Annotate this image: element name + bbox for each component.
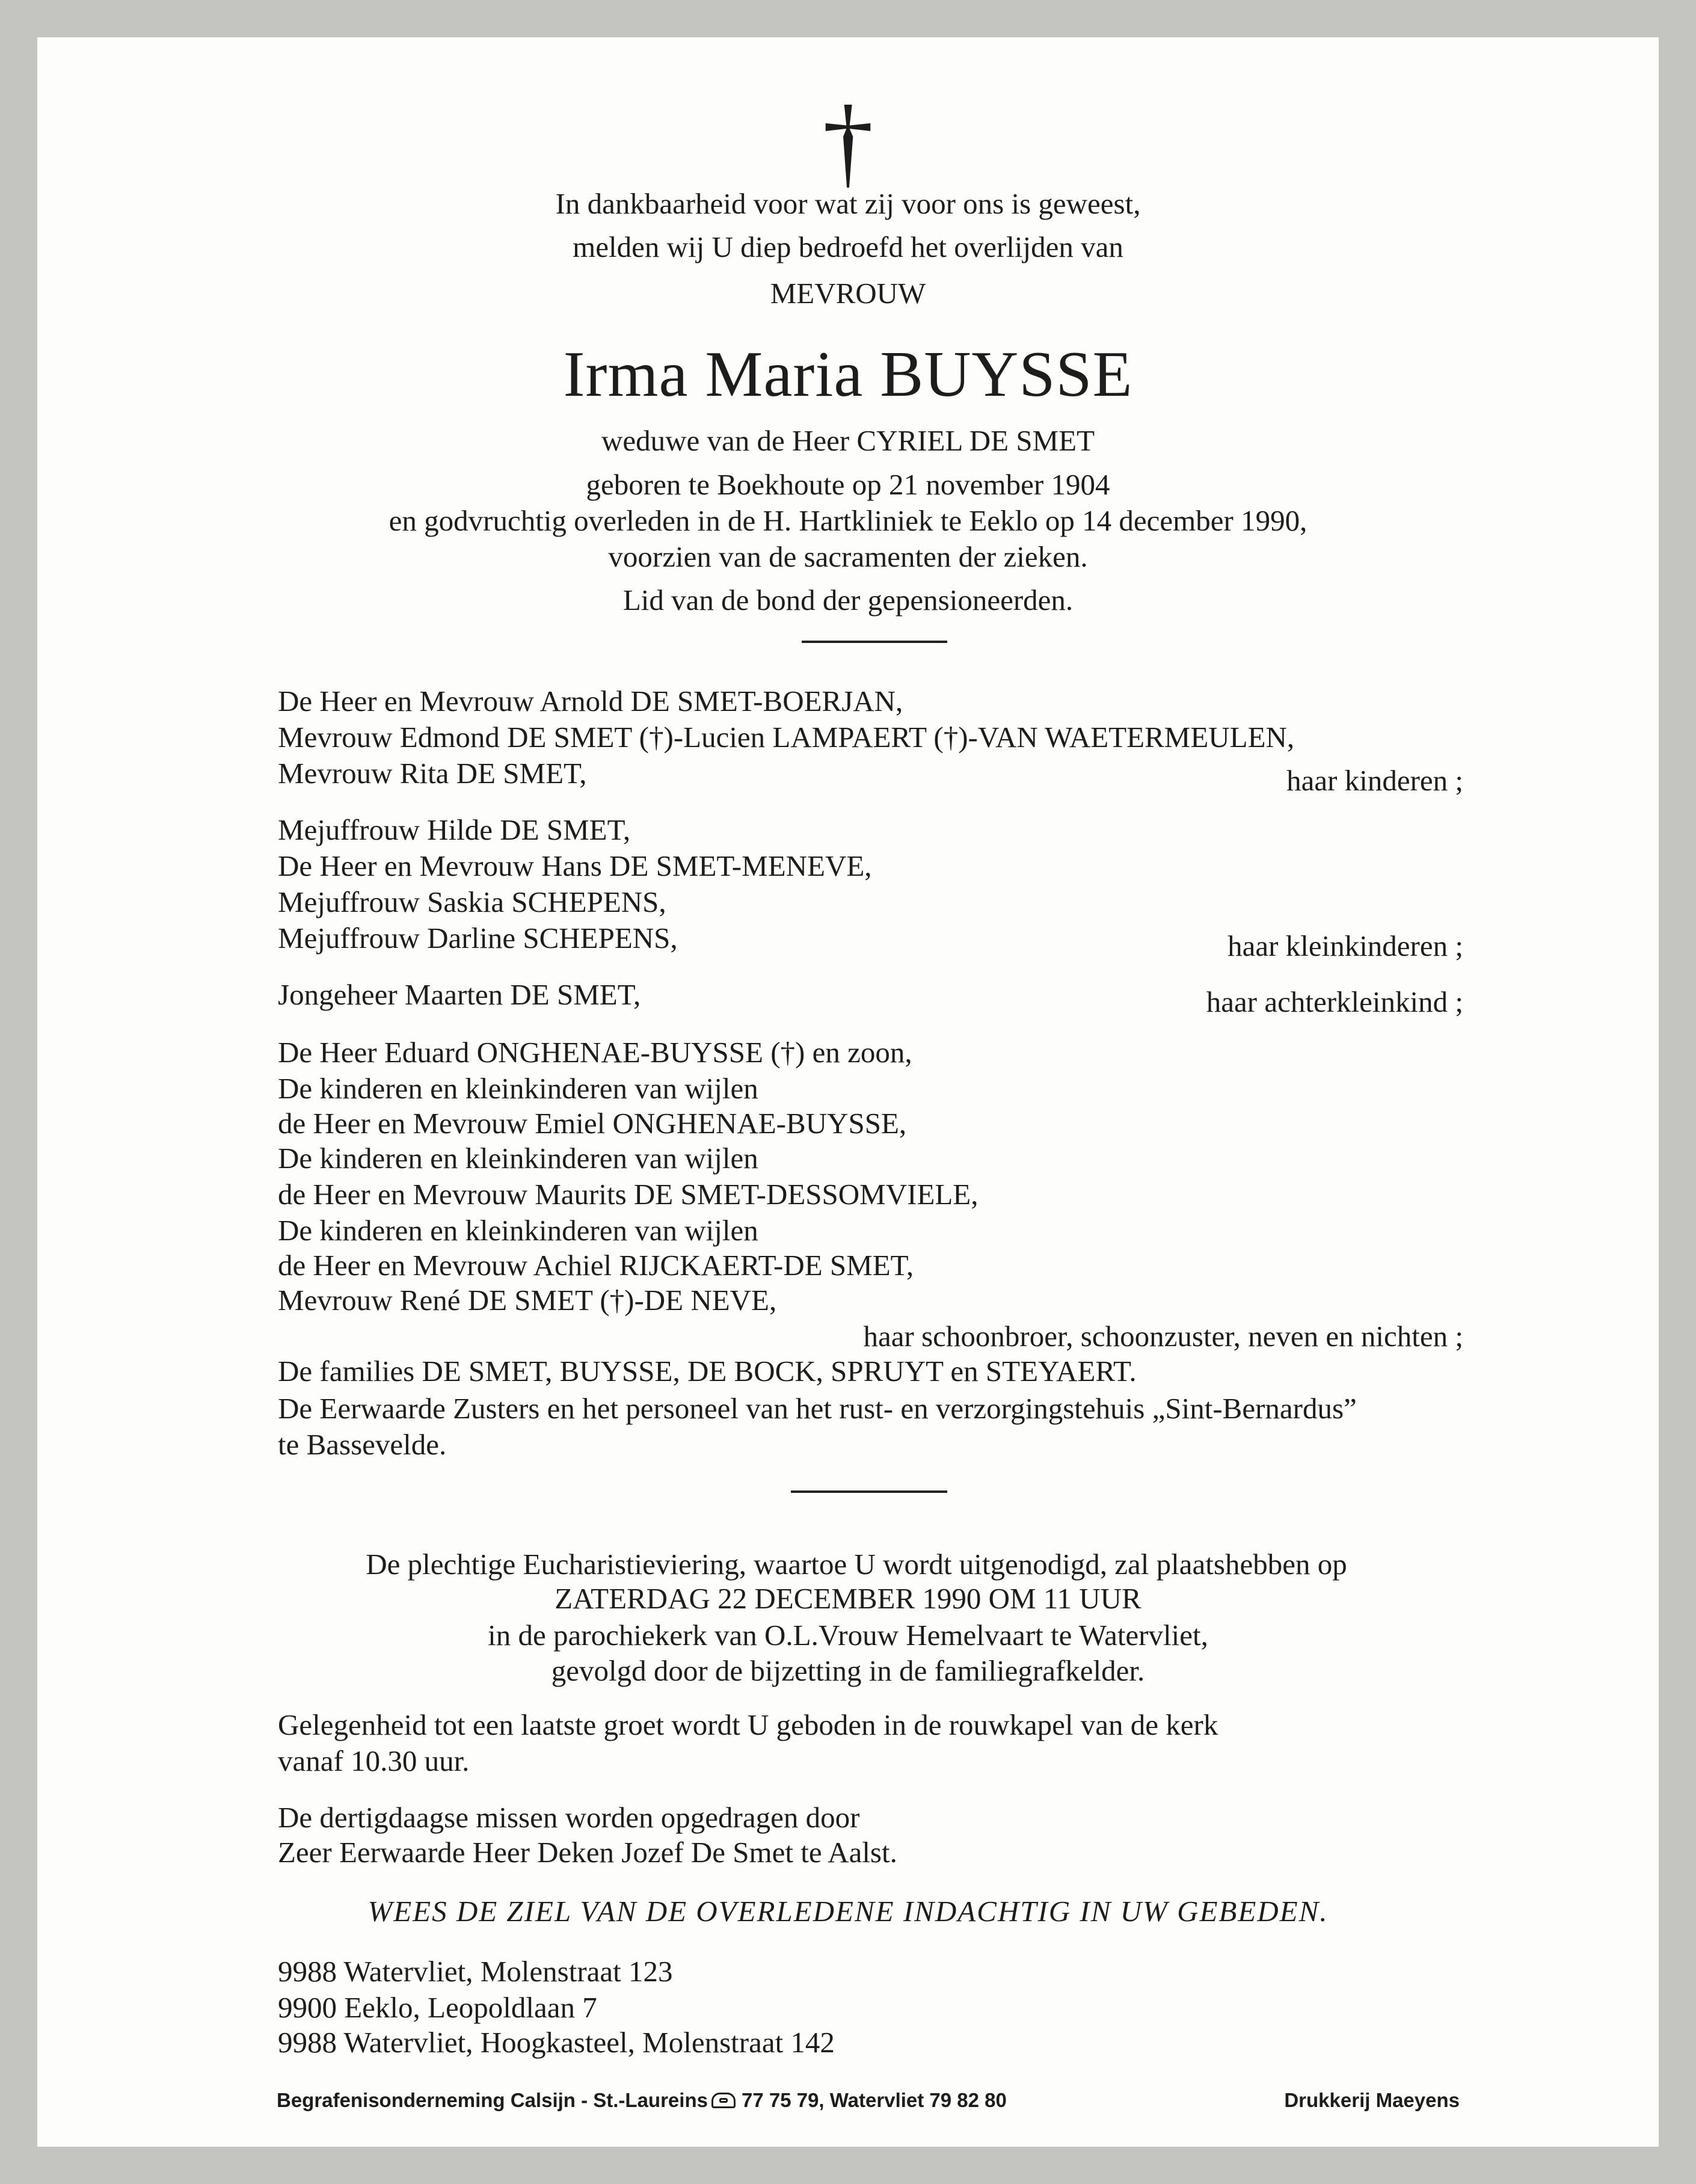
detail-line: voorzien van de sacramenten der zieken. bbox=[608, 540, 1088, 573]
grandchild-name: Mejuffrouw Saskia SCHEPENS, bbox=[278, 885, 666, 918]
undertaker-phones: 77 75 79, Watervliet 79 82 80 bbox=[741, 2089, 1007, 2111]
children-relation: haar kinderen ; bbox=[1286, 764, 1463, 797]
detail-line: en godvruchtig overleden in de H. Hartkliniek te Eeklo op 14 december 1990, bbox=[389, 504, 1307, 537]
viewing-line: Gelegenheid tot een laatste groet wordt U geboden in de rouwkapel van de kerk bbox=[278, 1708, 1218, 1741]
deceased-name: Irma Maria BUYSSE bbox=[563, 339, 1133, 410]
relative-line: De kinderen en kleinkinderen van wijlen bbox=[278, 1072, 758, 1105]
printer-credit: Drukkerij Maeyens bbox=[1284, 2089, 1460, 2111]
families-line: De families DE SMET, BUYSSE, DE BOCK, SPRUYT en STEYAERT. bbox=[278, 1355, 1137, 1388]
masses-line: Zeer Eerwaarde Heer Deken Jozef De Smet te Aalst. bbox=[278, 1836, 897, 1869]
masses-line: De dertigdaagse missen worden opgedragen door bbox=[278, 1801, 860, 1834]
relative-line: de Heer en Mevrouw Achiel RIJCKAERT-DE SMET, bbox=[278, 1249, 914, 1282]
relatives-relation: haar schoonbroer, schoonzuster, neven en nichten ; bbox=[863, 1320, 1463, 1353]
undertaker-name: Begrafenisonderneming Calsijn - St.-Laureins bbox=[277, 2089, 708, 2111]
sisters-line: te Bassevelde. bbox=[278, 1428, 447, 1461]
grandchildren-relation: haar kleinkinderen ; bbox=[1227, 929, 1463, 962]
viewing-line: vanaf 10.30 uur. bbox=[278, 1744, 470, 1777]
address-line: 9900 Eeklo, Leopoldlaan 7 bbox=[278, 1991, 597, 2024]
divider bbox=[802, 641, 947, 643]
grandchild-name: Mejuffrouw Darline SCHEPENS, bbox=[278, 921, 678, 955]
relative-line: De Heer Eduard ONGHENAE-BUYSSE (†) en zoon, bbox=[278, 1036, 912, 1069]
telephone-icon bbox=[711, 2093, 736, 2108]
title: MEVROUW bbox=[770, 277, 926, 310]
grandchild-name: Mejuffrouw Hilde DE SMET, bbox=[278, 813, 631, 846]
intro-line-2: melden wij U diep bedroefd het overlijden van bbox=[573, 230, 1123, 263]
relative-line: Mevrouw René DE SMET (†)-DE NEVE, bbox=[278, 1284, 777, 1317]
intro-line-1: In dankbaarheid voor wat zij voor ons is geweest, bbox=[555, 187, 1141, 220]
address-line: 9988 Watervliet, Hoogkasteel, Molenstraat 142 bbox=[278, 2026, 835, 2059]
relative-line: De kinderen en kleinkinderen van wijlen bbox=[278, 1142, 758, 1175]
undertaker-line bbox=[277, 2088, 1007, 2112]
relative-line: de Heer en Mevrouw Emiel ONGHENAE-BUYSSE, bbox=[278, 1107, 907, 1140]
divider bbox=[791, 1490, 947, 1493]
detail-line: weduwe van de Heer CYRIEL DE SMET bbox=[601, 424, 1095, 457]
service-line: De plechtige Eucharistieviering, waartoe U wordt uitgenodigd, zal plaatshebben op bbox=[366, 1548, 1347, 1581]
grandchild-name: De Heer en Mevrouw Hans DE SMET-MENEVE, bbox=[278, 849, 872, 882]
great-grandchild-relation: haar achterkleinkind ; bbox=[1206, 985, 1463, 1018]
cross-icon: † bbox=[822, 85, 874, 198]
relative-line: de Heer en Mevrouw Maurits DE SMET-DESSOMVIELE, bbox=[278, 1178, 979, 1211]
detail-line: geboren te Boekhoute op 21 november 1904 bbox=[586, 468, 1110, 501]
children-name: Mevrouw Rita DE SMET, bbox=[278, 757, 587, 790]
children-name: Mevrouw Edmond DE SMET (†)-Lucien LAMPAERT (†)-VAN WAETERMEULEN, bbox=[278, 721, 1295, 754]
address-line: 9988 Watervliet, Molenstraat 123 bbox=[278, 1955, 673, 1988]
service-line: gevolgd door de bijzetting in de familiegrafkelder. bbox=[551, 1654, 1145, 1687]
prayer-line: WEES DE ZIEL VAN DE OVERLEDENE INDACHTIG IN UW GEBEDEN. bbox=[367, 1895, 1329, 1928]
service-line: in de parochiekerk van O.L.Vrouw Hemelvaart te Watervliet, bbox=[488, 1619, 1208, 1652]
detail-line: Lid van de bond der gepensioneerden. bbox=[622, 583, 1074, 617]
great-grandchild-name: Jongeheer Maarten DE SMET, bbox=[278, 978, 641, 1011]
service-datetime: ZATERDAG 22 DECEMBER 1990 OM 11 UUR bbox=[555, 1582, 1141, 1615]
children-name: De Heer en Mevrouw Arnold DE SMET-BOERJAN, bbox=[278, 684, 903, 718]
sisters-line: De Eerwaarde Zusters en het personeel van het rust- en verzorgingstehuis „Sint-Bernardus” bbox=[278, 1392, 1357, 1425]
relative-line: De kinderen en kleinkinderen van wijlen bbox=[278, 1214, 758, 1247]
